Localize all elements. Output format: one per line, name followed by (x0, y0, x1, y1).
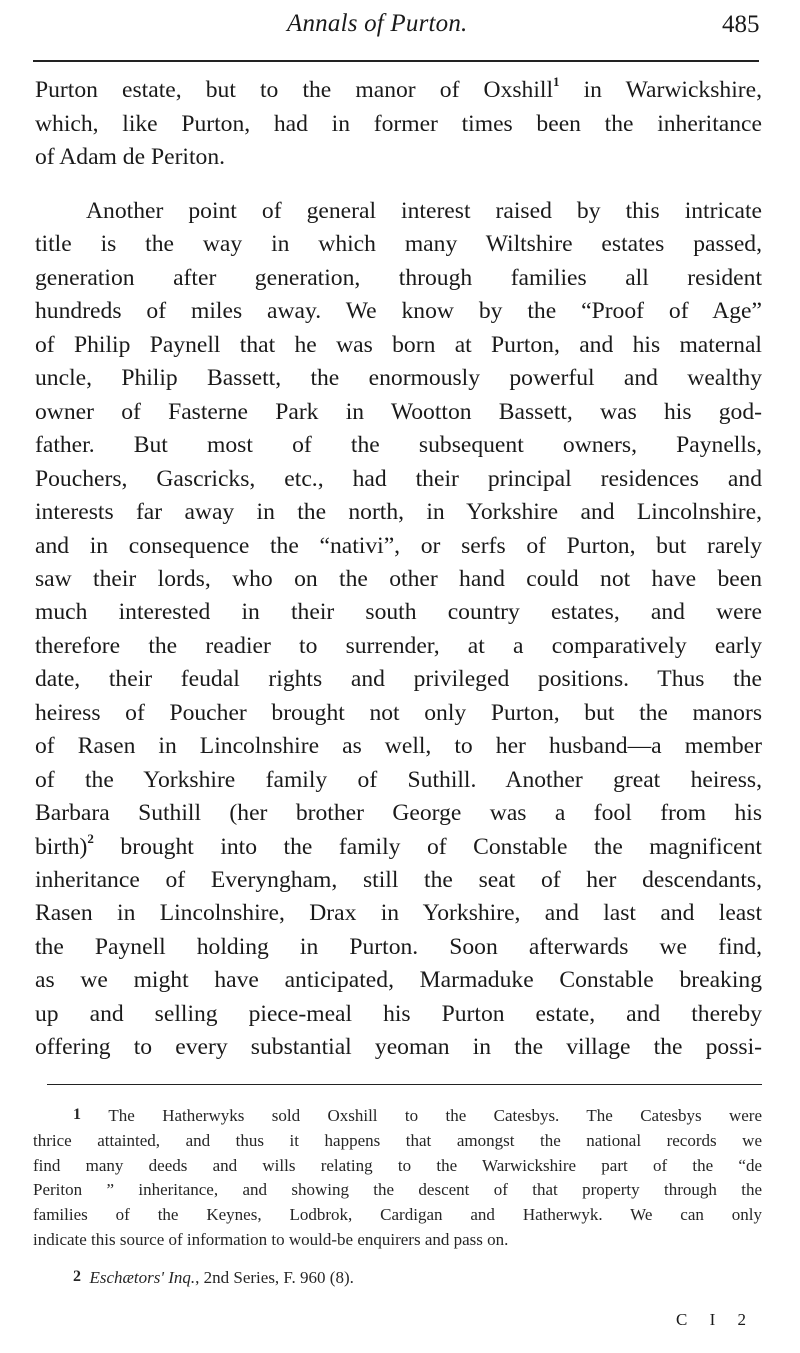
text-line: Another point of general interest raised by this intricate (86, 198, 762, 224)
text-segment: birth) (35, 834, 88, 860)
text-line: of Adam de Periton. (35, 144, 226, 170)
text-segment: brought into the family of Constable the magnificent (93, 834, 762, 860)
text-line: up and selling piece-meal his Purton estate, and thereby (35, 1001, 762, 1027)
text-line: as we might have anticipated, Marmaduke Constable breaking (35, 967, 762, 993)
footnote-source: Eschætors' Inq. (89, 1268, 196, 1287)
text-line: hundreds of miles away. We know by the “Proof of Age” (35, 298, 762, 324)
footnote-number: 2 (73, 1268, 81, 1285)
text-line: Rasen in Lincolnshire, Drax in Yorkshire, and last and least (35, 900, 762, 926)
text-line: generation after generation, through families all resident (35, 265, 762, 291)
footnote-reference[interactable]: 1 (553, 76, 560, 90)
text-line: heiress of Poucher brought not only Purton, but the manors (35, 700, 762, 726)
footnote-line: indicate this source of information to would-be enquirers and pass on. (33, 1230, 509, 1249)
text-line: the Paynell holding in Purton. Soon afterwards we find, (35, 934, 762, 960)
footnote-line (33, 1105, 762, 1129)
text-line: father. But most of the subsequent owners, Paynells, (35, 432, 762, 458)
footnote-reference[interactable]: 2 (87, 833, 94, 847)
header-rule (33, 60, 759, 62)
footnote-2 (73, 1267, 354, 1290)
text-line: of Rasen in Lincolnshire as well, to her husband—a member (35, 733, 762, 759)
text-line: much interested in their south country estates, and were (35, 599, 762, 625)
text-line: owner of Fasterne Park in Wootton Bassett, was his god- (35, 399, 762, 425)
text-line: date, their feudal rights and privileged positions. Thus the (35, 666, 762, 692)
text-line: inheritance of Everyngham, still the seat of her descendants, (35, 867, 762, 893)
text-line: interests far away in the north, in Yorkshire and Lincolnshire, (35, 499, 762, 525)
text-segment: in Warwickshire, (559, 77, 762, 103)
running-title: Annals of Purton. (287, 10, 468, 37)
text-line: which, like Purton, had in former times been the inheritance (35, 111, 762, 137)
text-line: Pouchers, Gascricks, etc., had their principal residences and (35, 466, 762, 492)
text-line: Barbara Suthill (her brother George was a fool from his (35, 800, 762, 826)
text-line: therefore the readier to surrender, at a comparatively early (35, 633, 762, 659)
text-line: offering to every substantial yeoman in the village the possi- (35, 1034, 762, 1060)
text-line: saw their lords, who on the other hand could not have been (35, 566, 762, 592)
text-line: and in consequence the “nativi”, or serfs of Purton, but rarely (35, 533, 762, 559)
text-segment: Purton estate, but to the manor of Oxshill (35, 77, 554, 103)
footnote-line: thrice attainted, and thus it happens that amongst the national records we (33, 1131, 762, 1150)
text-line: of Philip Paynell that he was born at Purton, and his maternal (35, 332, 762, 358)
footnote-rule (47, 1084, 762, 1085)
text-line: uncle, Philip Bassett, the enormously powerful and wealthy (35, 365, 762, 391)
footnote-line: families of the Keynes, Lodbrok, Cardigan and Hatherwyk. We can only (33, 1205, 762, 1224)
footnote-text: The Hatherwyks sold Oxshill to the Catesbys. The Catesbys were (108, 1106, 762, 1125)
footnote-text: , 2nd Series, F. 960 (8). (195, 1268, 354, 1287)
text-line (35, 76, 762, 106)
text-line: title is the way in which many Wiltshire estates passed, (35, 231, 762, 257)
footnote-line: find many deeds and wills relating to the Warwickshire part of the “de (33, 1156, 762, 1175)
text-line (35, 833, 762, 863)
text-line: of the Yorkshire family of Suthill. Another great heiress, (35, 767, 762, 793)
signature-mark: C I 2 (676, 1310, 755, 1329)
footnote-number: 1 (73, 1106, 81, 1123)
page-number: 485 (722, 11, 760, 38)
footnote-line: Periton ” inheritance, and showing the descent of that property through the (33, 1180, 762, 1199)
